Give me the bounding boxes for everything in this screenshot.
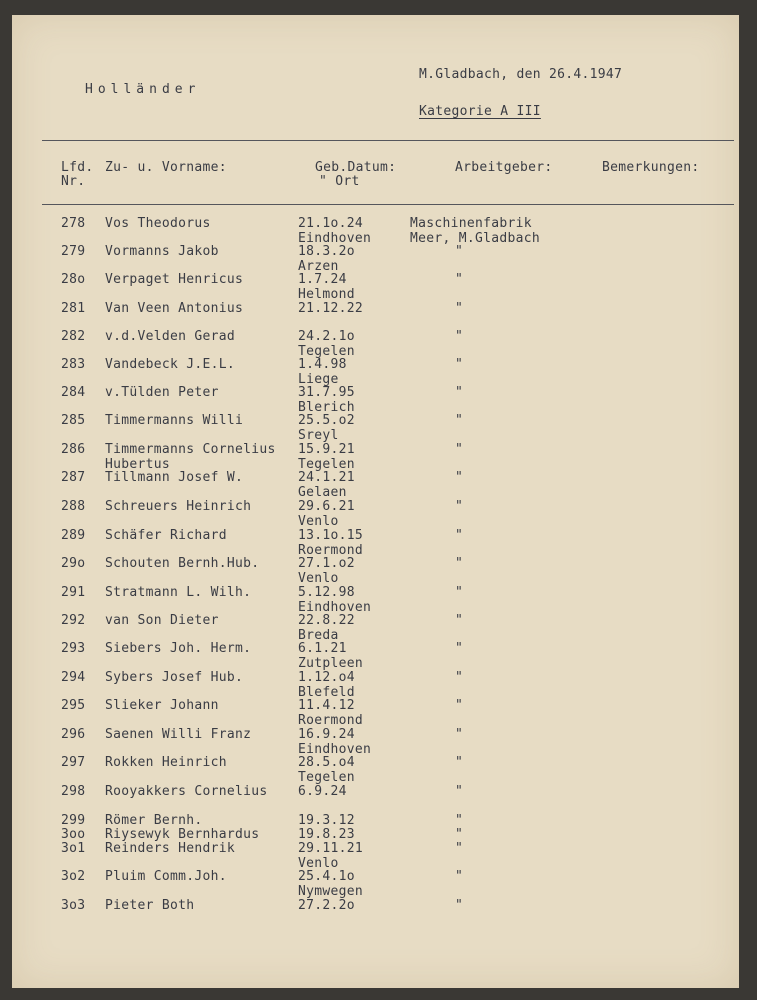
row-number: 3oo — [61, 827, 86, 842]
employer-continued: Meer, M.Gladbach — [410, 231, 541, 246]
table-row — [0, 785, 757, 815]
person-name-continued: Hubertus — [105, 457, 171, 472]
employer-ditto-mark: " — [455, 556, 464, 571]
table-row — [0, 217, 757, 247]
employer-ditto-mark: " — [455, 244, 464, 259]
person-name: Riysewyk Bernhardus — [105, 827, 260, 842]
birth-place: Venlo — [298, 856, 339, 871]
employer-ditto-mark: " — [455, 869, 464, 884]
birth-date: 27.1.o2 — [298, 556, 355, 571]
birth-date: 18.3.2o — [298, 244, 355, 259]
birth-place: Eindhoven — [298, 231, 372, 246]
birth-date: 19.3.12 — [298, 813, 355, 828]
birth-date: 24.1.21 — [298, 470, 355, 485]
person-name: Verpaget Henricus — [105, 272, 244, 287]
birth-date: 25.4.1o — [298, 869, 355, 884]
birth-place: Blerich — [298, 400, 355, 415]
table-row — [0, 302, 757, 332]
birth-place: Liege — [298, 372, 339, 387]
row-number: 287 — [61, 470, 86, 485]
birth-date: 15.9.21 — [298, 442, 355, 457]
birth-date: 1.12.o4 — [298, 670, 355, 685]
employer-ditto-mark: " — [455, 357, 464, 372]
person-name: Schäfer Richard — [105, 528, 227, 543]
row-number: 295 — [61, 698, 86, 713]
table-row — [0, 899, 757, 929]
birth-date: 5.12.98 — [298, 585, 355, 600]
birth-place: Tegelen — [298, 457, 355, 472]
person-name: v.Tülden Peter — [105, 385, 219, 400]
row-number: 281 — [61, 301, 86, 316]
table-row — [0, 500, 757, 530]
table-row — [0, 471, 757, 501]
person-name: Vandebeck J.E.L. — [105, 357, 236, 372]
person-name: Timmermanns Willi — [105, 413, 244, 428]
column-header-nr: Lfd. Nr. — [61, 160, 94, 189]
person-name: Römer Bernh. — [105, 813, 203, 828]
row-number: 298 — [61, 784, 86, 799]
row-number: 289 — [61, 528, 86, 543]
employer-ditto-mark: " — [455, 442, 464, 457]
birth-place: Eindhoven — [298, 742, 372, 757]
row-number: 284 — [61, 385, 86, 400]
employer: Maschinenfabrik — [410, 216, 532, 231]
person-name: Rokken Heinrich — [105, 755, 227, 770]
table-row — [0, 330, 757, 360]
birth-place: Breda — [298, 628, 339, 643]
birth-place: Roermond — [298, 543, 364, 558]
person-name: Reinders Hendrik — [105, 841, 236, 856]
birth-date: 31.7.95 — [298, 385, 355, 400]
table-row — [0, 614, 757, 644]
employer-ditto-mark: " — [455, 784, 464, 799]
birth-date: 1.7.24 — [298, 272, 347, 287]
person-name: Pluim Comm.Joh. — [105, 869, 227, 884]
table-row — [0, 358, 757, 388]
birth-place: Eindhoven — [298, 600, 372, 615]
birth-date: 11.4.12 — [298, 698, 355, 713]
row-number: 279 — [61, 244, 86, 259]
person-name: Vos Theodorus — [105, 216, 211, 231]
birth-place: Gelaen — [298, 485, 347, 500]
birth-date: 16.9.24 — [298, 727, 355, 742]
birth-date: 22.8.22 — [298, 613, 355, 628]
row-number: 297 — [61, 755, 86, 770]
employer-ditto-mark: " — [455, 727, 464, 742]
row-number: 28o — [61, 272, 86, 287]
birth-place: Sreyl — [298, 428, 339, 443]
employer-ditto-mark: " — [455, 528, 464, 543]
birth-date: 21.12.22 — [298, 301, 364, 316]
employer-ditto-mark: " — [455, 841, 464, 856]
column-header-birth: Geb.Datum: " Ort — [315, 160, 397, 189]
table-row — [0, 842, 757, 872]
birth-place: Tegelen — [298, 344, 355, 359]
employer-ditto-mark: " — [455, 499, 464, 514]
employer-ditto-mark: " — [455, 755, 464, 770]
birth-date: 1.4.98 — [298, 357, 347, 372]
table-row — [0, 756, 757, 786]
birth-date: 29.6.21 — [298, 499, 355, 514]
header-bottom-rule — [42, 204, 734, 205]
birth-place: Arzen — [298, 259, 339, 274]
person-name: Saenen Willi Franz — [105, 727, 252, 742]
column-header-employer: Arbeitgeber: — [455, 160, 553, 175]
row-number: 293 — [61, 641, 86, 656]
row-number: 3o3 — [61, 898, 86, 913]
column-header-remarks: Bemerkungen: — [602, 160, 700, 175]
employer-ditto-mark: " — [455, 329, 464, 344]
employer-ditto-mark: " — [455, 301, 464, 316]
person-name: Slieker Johann — [105, 698, 219, 713]
birth-date: 21.1o.24 — [298, 216, 364, 231]
person-name: Rooyakkers Cornelius — [105, 784, 268, 799]
employer-ditto-mark: " — [455, 698, 464, 713]
row-number: 294 — [61, 670, 86, 685]
row-number: 286 — [61, 442, 86, 457]
birth-place: Venlo — [298, 514, 339, 529]
table-row — [0, 386, 757, 416]
row-number: 3o2 — [61, 869, 86, 884]
employer-ditto-mark: " — [455, 670, 464, 685]
birth-date: 13.1o.15 — [298, 528, 364, 543]
place-date: M.Gladbach, den 26.4.1947 — [419, 67, 623, 82]
table-row — [0, 870, 757, 900]
employer-ditto-mark: " — [455, 272, 464, 287]
employer-ditto-mark: " — [455, 613, 464, 628]
employer-ditto-mark: " — [455, 641, 464, 656]
employer-ditto-mark: " — [455, 385, 464, 400]
birth-place: Zutpleen — [298, 656, 364, 671]
person-name: v.d.Velden Gerad — [105, 329, 236, 344]
birth-place: Venlo — [298, 571, 339, 586]
table-row — [0, 245, 757, 275]
table-row — [0, 671, 757, 701]
row-number: 296 — [61, 727, 86, 742]
person-name: Vormanns Jakob — [105, 244, 219, 259]
row-number: 3o1 — [61, 841, 86, 856]
person-name: Tillmann Josef W. — [105, 470, 244, 485]
birth-place: Tegelen — [298, 770, 355, 785]
employer-ditto-mark: " — [455, 827, 464, 842]
person-name: Schouten Bernh.Hub. — [105, 556, 260, 571]
person-name: Schreuers Heinrich — [105, 499, 252, 514]
table-row — [0, 557, 757, 587]
birth-place: Blefeld — [298, 685, 355, 700]
birth-place: Roermond — [298, 713, 364, 728]
table-row — [0, 728, 757, 758]
table-row — [0, 443, 757, 473]
person-name: Pieter Both — [105, 898, 195, 913]
row-number: 278 — [61, 216, 86, 231]
birth-place: Helmond — [298, 287, 355, 302]
row-number: 283 — [61, 357, 86, 372]
row-number: 292 — [61, 613, 86, 628]
birth-date: 6.1.21 — [298, 641, 347, 656]
row-number: 299 — [61, 813, 86, 828]
birth-date: 6.9.24 — [298, 784, 347, 799]
birth-date: 29.11.21 — [298, 841, 364, 856]
table-row — [0, 642, 757, 672]
person-name: Timmermanns Cornelius — [105, 442, 276, 457]
birth-date: 25.5.o2 — [298, 413, 355, 428]
category-label: Kategorie A III — [419, 104, 541, 119]
employer-ditto-mark: " — [455, 585, 464, 600]
employer-ditto-mark: " — [455, 813, 464, 828]
employer-ditto-mark: " — [455, 470, 464, 485]
birth-date: 24.2.1o — [298, 329, 355, 344]
person-name: Sybers Josef Hub. — [105, 670, 244, 685]
birth-date: 27.2.2o — [298, 898, 355, 913]
table-row — [0, 529, 757, 559]
birth-date: 28.5.o4 — [298, 755, 355, 770]
table-row — [0, 414, 757, 444]
table-row — [0, 699, 757, 729]
employer-ditto-mark: " — [455, 898, 464, 913]
document-title: Holländer — [85, 82, 201, 97]
person-name: Stratmann L. Wilh. — [105, 585, 252, 600]
column-header-name: Zu- u. Vorname: — [105, 160, 227, 175]
person-name: van Son Dieter — [105, 613, 219, 628]
person-name: Siebers Joh. Herm. — [105, 641, 252, 656]
row-number: 29o — [61, 556, 86, 571]
row-number: 285 — [61, 413, 86, 428]
row-number: 282 — [61, 329, 86, 344]
row-number: 291 — [61, 585, 86, 600]
birth-date: 19.8.23 — [298, 827, 355, 842]
row-number: 288 — [61, 499, 86, 514]
header-top-rule — [42, 140, 734, 141]
table-row — [0, 586, 757, 616]
birth-place: Nymwegen — [298, 884, 364, 899]
table-row — [0, 273, 757, 303]
person-name: Van Veen Antonius — [105, 301, 244, 316]
employer-ditto-mark: " — [455, 413, 464, 428]
